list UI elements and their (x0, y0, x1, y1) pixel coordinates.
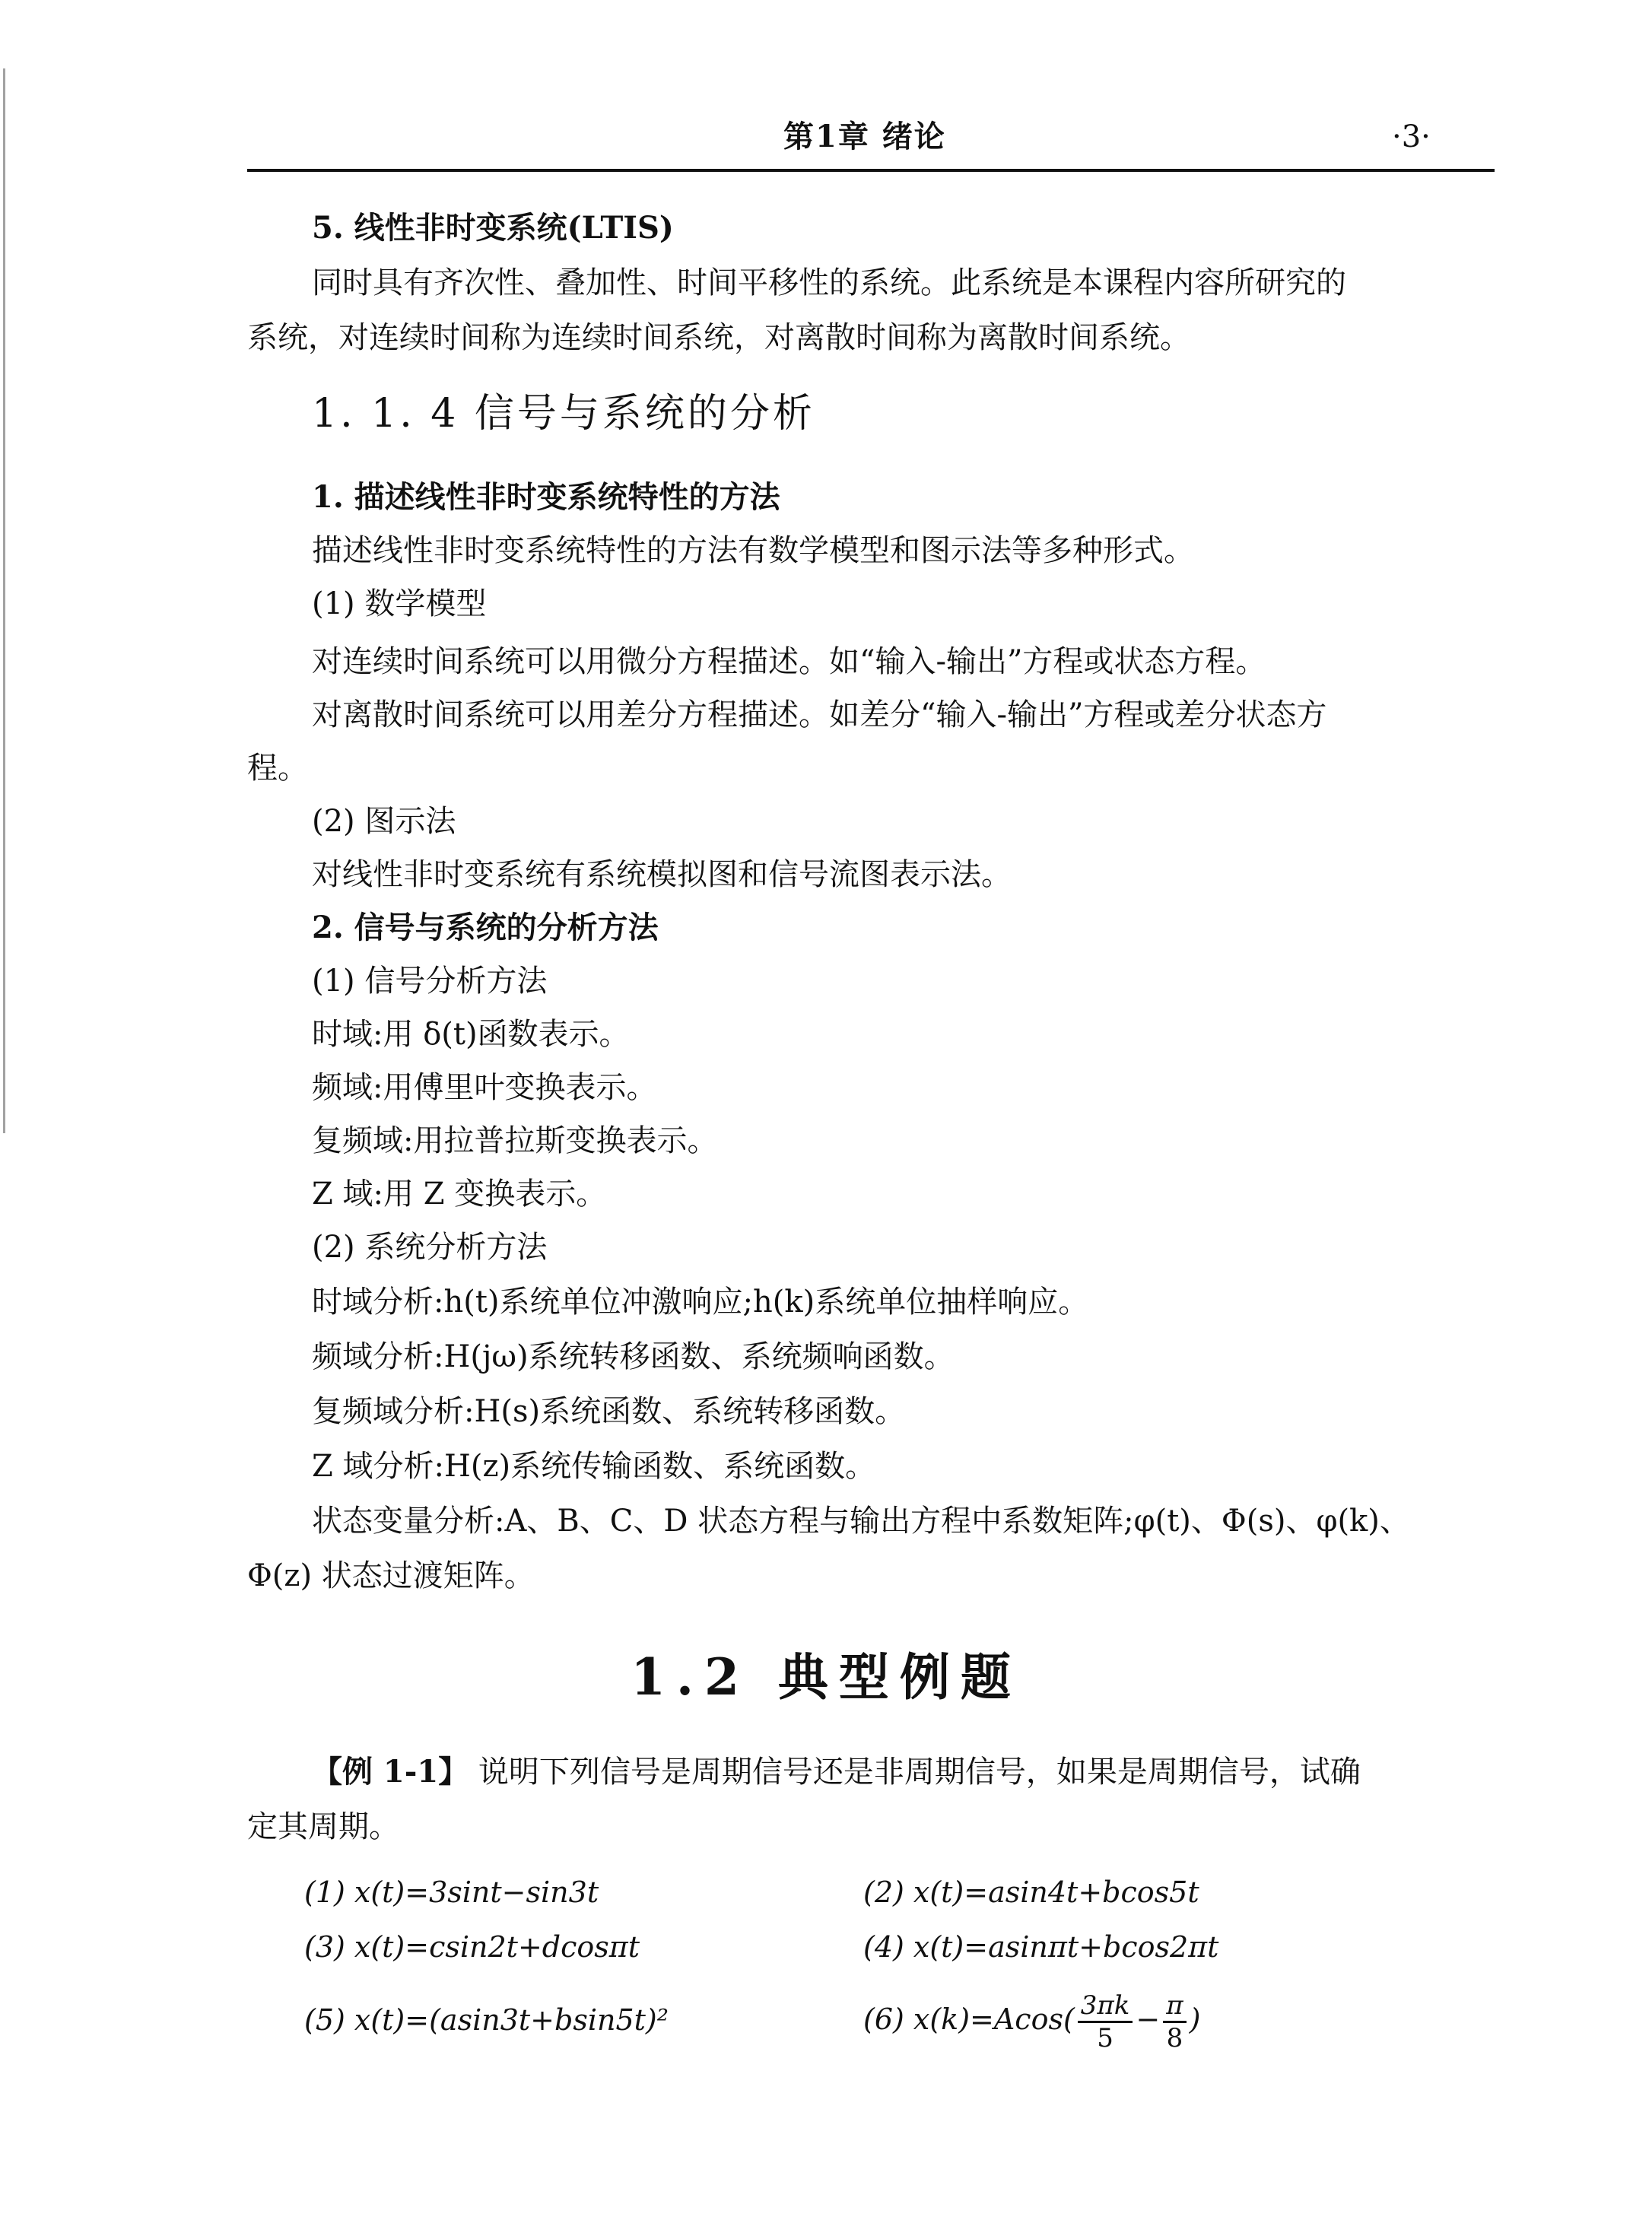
list-item: (1) 信号分析方法 (312, 964, 548, 999)
paragraph-line: Z 域分析:H(z)系统传输函数、系统函数。 (312, 1449, 876, 1484)
fraction-numerator: 3πk (1078, 1990, 1133, 2023)
paragraph-line: 复频域分析:H(s)系统函数、系统转移函数。 (312, 1394, 906, 1429)
paragraph-line: 时域分析:h(t)系统单位冲激响应;h(k)系统单位抽样响应。 (312, 1285, 1089, 1320)
paragraph-line: 同时具有齐次性、叠加性、时间平移性的系统。此系统是本课程内容所研究的 (312, 265, 1346, 300)
item-heading: 2. 信号与系统的分析方法 (312, 910, 659, 945)
running-header-chapter: 第1章 绪论 (783, 119, 946, 154)
paragraph-line: 复频域:用拉普拉斯变换表示。 (312, 1123, 718, 1158)
minus-sign: − (1136, 2003, 1161, 2036)
fraction-pi-over-8 (1163, 1990, 1186, 2053)
paragraph-line: 对连续时间系统可以用微分方程描述。如“输入-输出”方程或状态方程。 (312, 644, 1266, 679)
paragraph-line: 对线性非时变系统有系统模拟图和信号流图表示法。 (312, 857, 1012, 892)
paragraph-line: 频域分析:H(jω)系统转移函数、系统频响函数。 (312, 1339, 955, 1374)
example-label: 【例 1-1】 (312, 1754, 469, 1790)
fraction-3pik-over-5 (1078, 1990, 1133, 2053)
item-heading-ltis: 5. 线性非时变系统(LTIS) (312, 210, 674, 246)
paragraph-line: 时域:用 δ(t)函数表示。 (312, 1017, 630, 1052)
equation-3: (3) x(t)=csin2t+dcosπt (304, 1930, 640, 1964)
equation-6-suffix: ) (1189, 2003, 1201, 2036)
header-rule (247, 169, 1495, 172)
fraction-denominator: 8 (1166, 2023, 1183, 2053)
example-text: 说明下列信号是周期信号还是非周期信号，如果是周期信号，试确 (478, 1755, 1361, 1790)
equation-4: (4) x(t)=asinπt+bcos2πt (863, 1930, 1219, 1964)
page-number: ·3· (1392, 119, 1431, 154)
list-item: (1) 数学模型 (312, 586, 487, 621)
equation-2: (2) x(t)=asin4t+bcos5t (863, 1876, 1199, 1909)
paragraph-line: Φ(z) 状态过渡矩阵。 (247, 1558, 535, 1593)
example-text-continued: 定其周期。 (247, 1809, 399, 1844)
paragraph-line: 程。 (247, 751, 308, 786)
paragraph-line: 系统，对连续时间称为连续时间系统，对离散时间称为离散时间系统。 (247, 320, 1190, 355)
paragraph-line: 描述线性非时变系统特性的方法有数学模型和图示法等多种形式。 (312, 533, 1194, 568)
equation-5: (5) x(t)=(asin3t+bsin5t)² (304, 2003, 669, 2037)
equation-6 (863, 1985, 1200, 2053)
example-line (312, 1751, 1361, 1793)
section-title: 1.2 典型例题 (631, 1647, 1021, 1707)
equation-1: (1) x(t)=3sint−sin3t (304, 1876, 599, 1909)
equation-6-prefix: (6) x(k)=Acos( (863, 2003, 1075, 2036)
paragraph-line: 对离散时间系统可以用差分方程描述。如差分“输入-输出”方程或差分状态方 (312, 697, 1327, 732)
paragraph-line: 状态变量分析:A、B、C、D 状态方程与输出方程中系数矩阵;φ(t)、Φ(s)、φ(k)、 (312, 1504, 1410, 1539)
list-item: (2) 图示法 (312, 804, 456, 839)
item-heading: 1. 描述线性非时变系统特性的方法 (312, 479, 780, 515)
fraction-denominator: 5 (1097, 2023, 1114, 2053)
fraction-numerator: π (1163, 1990, 1186, 2023)
paragraph-line: Z 域:用 Z 变换表示。 (312, 1177, 607, 1212)
paragraph-line: 频域:用傅里叶变换表示。 (312, 1070, 657, 1105)
subsection-heading: 1. 1. 4 信号与系统的分析 (312, 391, 815, 437)
list-item: (2) 系统分析方法 (312, 1230, 548, 1265)
